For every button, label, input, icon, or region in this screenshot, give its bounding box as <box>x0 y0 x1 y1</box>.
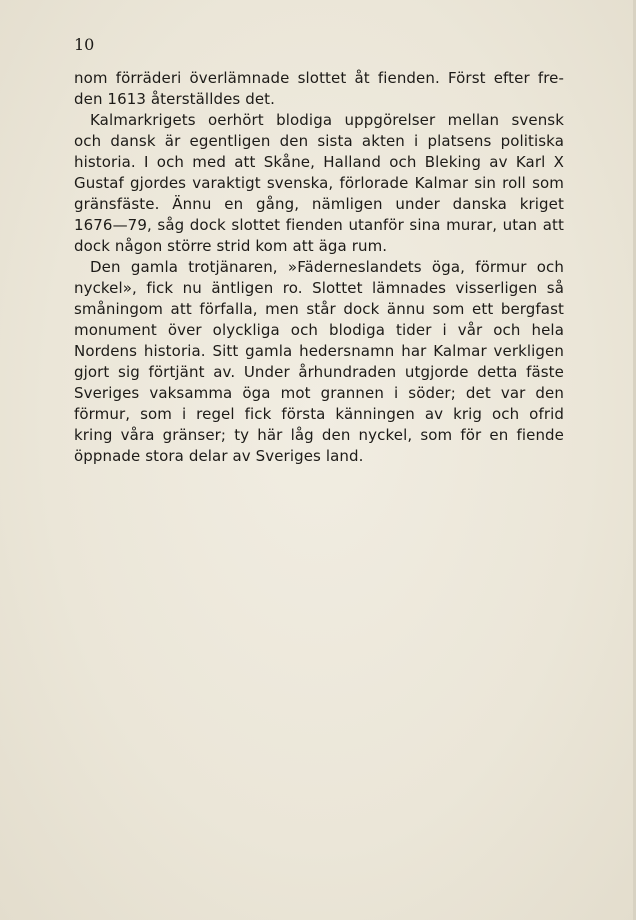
text-line: kring våra gränser; ty här låg den nyckel, som för en fiende <box>74 426 564 444</box>
text-line: 1676—79, såg dock slottet fienden utanför sina murar, utan att <box>74 216 564 234</box>
page-number: 10 <box>74 35 95 54</box>
text-line: öppnade stora delar av Sveriges land. <box>74 447 364 465</box>
text-line: Gustaf gjordes varaktigt svenska, förlorade Kalmar sin roll som <box>74 174 564 192</box>
text-line: Sveriges vaksamma öga mot grannen i söder; det var den <box>74 384 564 402</box>
text-line: småningom att förfalla, men står dock ännu som ett bergfast <box>74 300 564 318</box>
text-line: och dansk är egentligen den sista akten i platsens politiska <box>74 132 564 150</box>
text-line: dock någon större strid kom att äga rum. <box>74 237 388 255</box>
text-line: monument över olyckliga och blodiga tider i vår och hela <box>74 321 564 339</box>
text-line: gjort sig förtjänt av. Under århundraden utgjorde detta fäste <box>74 363 564 381</box>
text-line: Nordens historia. Sitt gamla hedersnamn har Kalmar verkligen <box>74 342 564 360</box>
text-line: nom förräderi överlämnade slottet åt fienden. Först efter fre- <box>74 69 564 87</box>
text-line: historia. I och med att Skåne, Halland och Bleking av Karl X <box>74 153 564 171</box>
text-line: nyckel», fick nu äntligen ro. Slottet lämnades visserligen så <box>74 279 564 297</box>
text-line: den 1613 återställdes det. <box>74 90 275 108</box>
text-line: gränsfäste. Ännu en gång, nämligen under danska kriget <box>74 195 564 213</box>
text-line: förmur, som i regel fick första känningen av krig och ofrid <box>74 405 564 423</box>
body-text <box>74 68 564 467</box>
text-line: Kalmarkrigets oerhört blodiga uppgörelser mellan svensk <box>90 111 564 129</box>
text-line: Den gamla trotjänaren, »Fäderneslandets öga, förmur och <box>90 258 564 276</box>
